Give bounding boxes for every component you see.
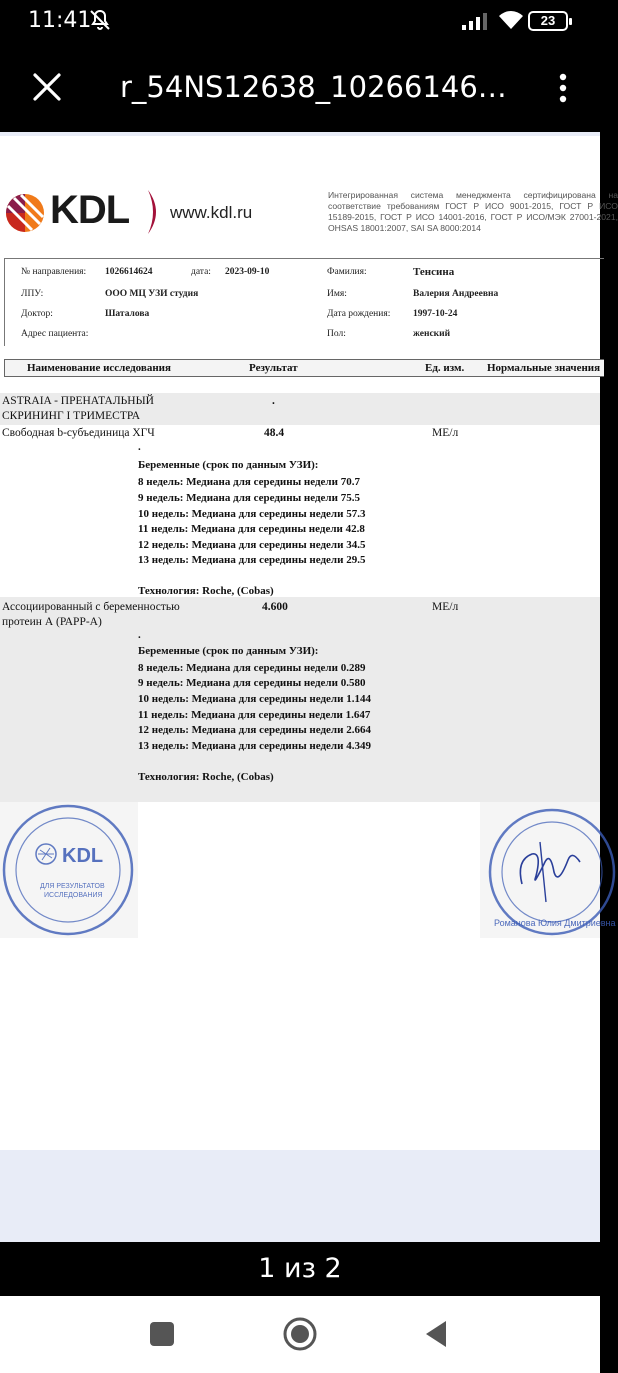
note-line: 12 недель: Медиана для середины недели 2.664 [138, 724, 371, 736]
note-dot: . [138, 629, 141, 641]
stamp-brand: KDL [62, 845, 104, 867]
test-result: 48.4 [264, 427, 285, 439]
page-indicator: 1 из 2 [0, 1242, 600, 1296]
note-line: 11 недель: Медиана для середины недели 42.8 [138, 523, 365, 535]
section-line1: ASTRAIA - ПРЕНАТАЛЬНЫЙ [2, 395, 154, 407]
lpu-label: ЛПУ: [21, 289, 44, 299]
date-value: 2023-09-10 [225, 267, 270, 277]
navigation-bar [0, 1296, 600, 1373]
note-heading: Беременные (срок по данным УЗИ): [138, 459, 319, 471]
results-table-header [4, 359, 604, 377]
note-line: 13 недель: Медиана для середины недели 29.5 [138, 554, 366, 566]
col-result: Результат [249, 362, 298, 374]
logo-swoosh-icon [144, 188, 164, 236]
date-label: дата: [191, 267, 211, 277]
note-dot: . [138, 441, 141, 453]
doctor-label: Доктор: [21, 309, 53, 319]
home-icon[interactable] [282, 1316, 318, 1352]
stamp-caption: ИССЛЕДОВАНИЯ [44, 892, 103, 899]
note-heading: Беременные (срок по данным УЗИ): [138, 645, 319, 657]
status-time: 11:41 [28, 8, 92, 33]
section-line2: СКРИНИНГ I ТРИМЕСТРА [2, 410, 141, 422]
note-line: 10 недель: Медиана для середины недели 57.3 [138, 508, 366, 520]
doctor-stamp [480, 802, 616, 938]
logo-brand: KDL [50, 188, 130, 232]
lab-stamp [0, 802, 138, 938]
test-unit: МЕ/л [432, 601, 459, 613]
ref-value: 1026614624 [105, 267, 153, 277]
document-page[interactable] [0, 136, 618, 1150]
section-dot: . [272, 395, 275, 407]
certification-text: Интегрированная система менеджмента сертифицирована на соответствие требованиям ГОСТ Р ИСО 9001-2015, ГОСТ Р ИСО 15189-2015, ГОСТ Р ИСО 14001-2016, ГОСТ Р ИСО/МЭК 27001-2021, OHSAS 18001:2007, SAI SA 8000:2014 [328, 190, 618, 233]
stamp-caption: ДЛЯ РЕЗУЛЬТАТОВ [40, 883, 105, 890]
test-name: Свободная b-субъединица ХГЧ [2, 427, 155, 439]
note-tech: Технология: Roche, (Cobas) [138, 771, 274, 783]
stamp-doctor-name: Романова Юлия Дмитриевна [494, 918, 616, 928]
note-line: 10 недель: Медиана для середины недели 1.144 [138, 693, 371, 705]
status-bar [0, 0, 600, 44]
wifi-icon [498, 9, 524, 31]
note-line: 8 недель: Медиана для середины недели 0.289 [138, 662, 366, 674]
logo-url: www.kdl.ru [170, 203, 253, 222]
surname-value: Тенсина [413, 266, 455, 278]
test-unit: МЕ/л [432, 427, 459, 439]
test-row-papp-a [0, 597, 600, 802]
document-viewer[interactable] [0, 132, 618, 1242]
test-name-line1: Ассоциированный с беременностью [2, 601, 180, 613]
note-line: 9 недель: Медиана для середины недели 75.5 [138, 492, 360, 504]
section-row [0, 393, 600, 425]
notifications-muted-icon [88, 8, 112, 32]
note-line: 8 недель: Медиана для середины недели 70.7 [138, 476, 360, 488]
col-unit: Ед. изм. [425, 362, 465, 374]
recent-apps-icon[interactable] [144, 1316, 180, 1352]
dob-label: Дата рождения: [327, 309, 391, 319]
app-bar [0, 44, 600, 132]
note-line: 13 недель: Медиана для середины недели 4.349 [138, 740, 371, 752]
sex-value: женский [413, 329, 451, 339]
doctor-stamp-icon [480, 802, 616, 938]
patient-header [4, 258, 604, 346]
col-name: Наименование исследования [27, 362, 171, 374]
note-line: 12 недель: Медиана для середины недели 34.5 [138, 539, 366, 551]
kdl-logo-icon [4, 192, 46, 234]
document-title: r_54NS12638_10266146… [120, 70, 507, 104]
sex-label: Пол: [327, 329, 346, 339]
col-norm: Нормальные значения [487, 362, 601, 374]
signal-icon [462, 12, 488, 30]
address-label: Адрес пациента: [21, 329, 89, 339]
surname-label: Фамилия: [327, 267, 367, 277]
doctor-value: Шаталова [105, 309, 150, 319]
note-line: 9 недель: Медиана для середины недели 0.580 [138, 677, 366, 689]
more-options-icon[interactable] [548, 68, 578, 108]
note-line: 11 недель: Медиана для середины недели 1.647 [138, 709, 371, 721]
dob-value: 1997-10-24 [413, 309, 458, 319]
test-row-hcg [0, 425, 600, 597]
lab-stamp-icon [0, 802, 138, 938]
back-icon[interactable] [420, 1316, 456, 1352]
ref-label: № направления: [21, 267, 87, 277]
test-result: 4.600 [262, 601, 288, 613]
lpu-value: ООО МЦ УЗИ студия [105, 289, 199, 299]
test-name-line2: протеин А (РАРР-А) [2, 616, 102, 628]
note-tech: Технология: Roche, (Cobas) [138, 585, 274, 597]
name-label: Имя: [327, 289, 347, 299]
name-value: Валерия Андреевна [413, 289, 499, 299]
close-icon[interactable] [24, 64, 70, 110]
battery-icon: 23 [528, 11, 568, 31]
stamps [0, 802, 616, 942]
